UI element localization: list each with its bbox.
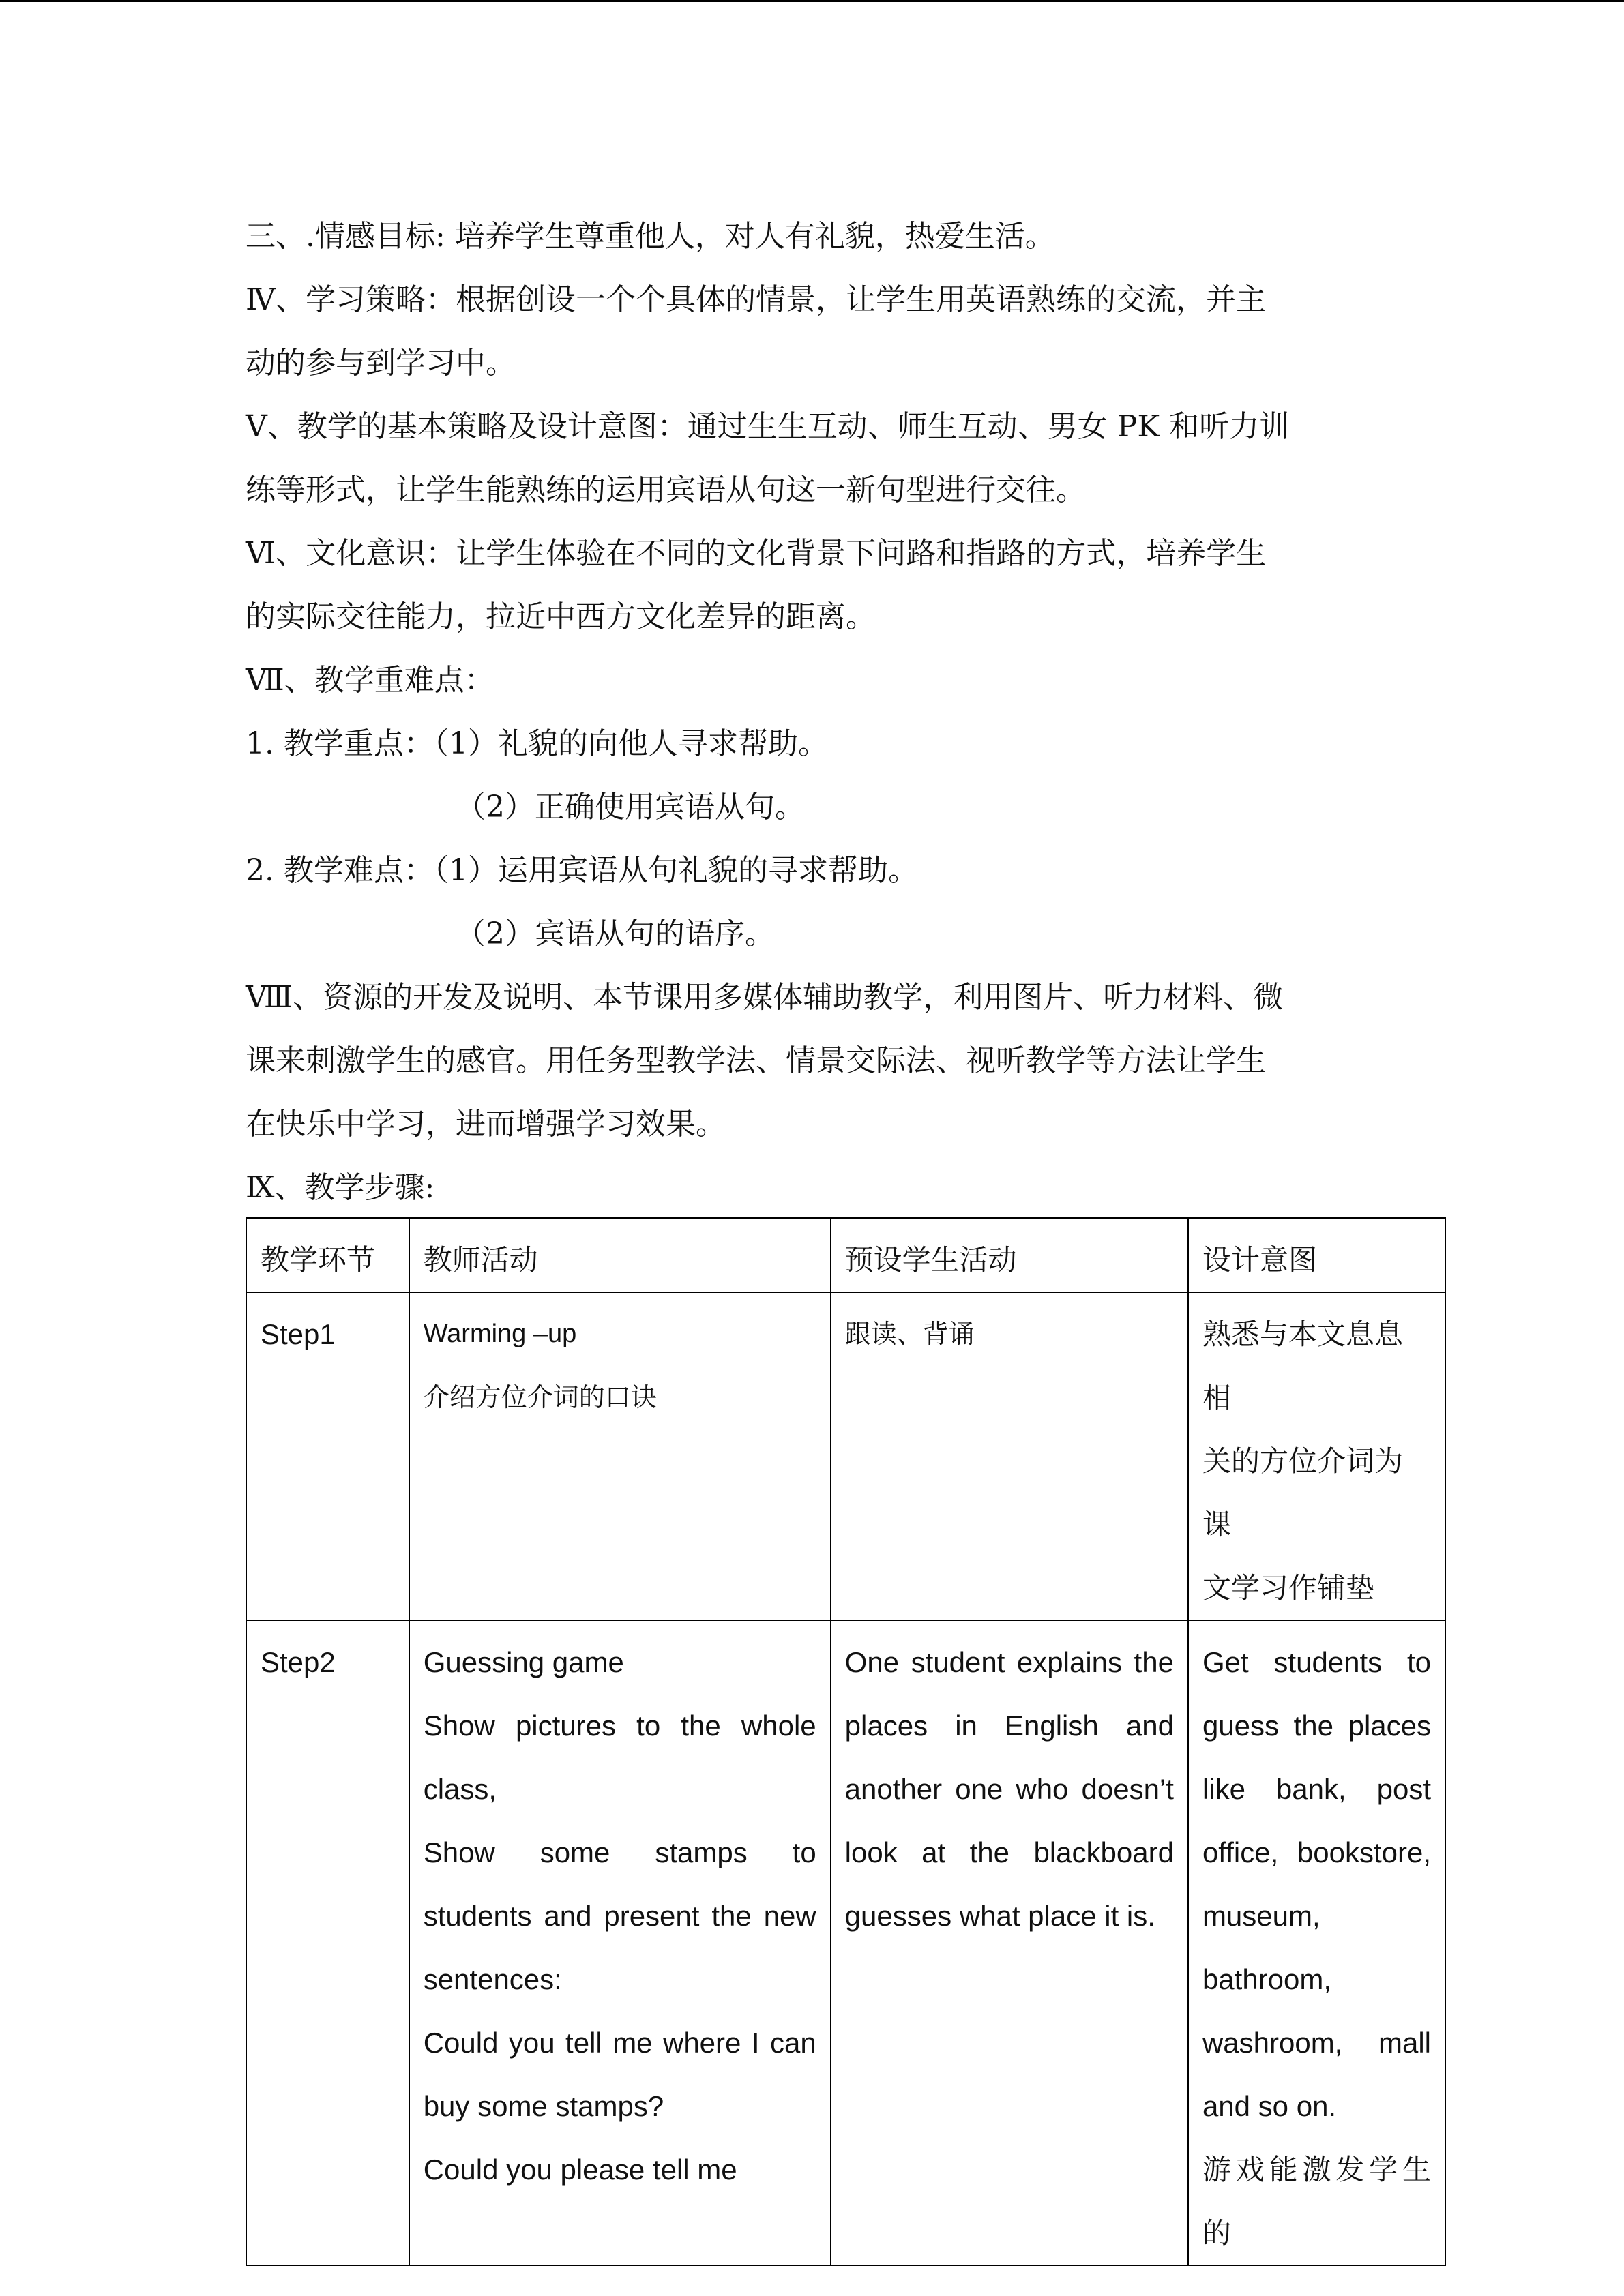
key-point-1: 1. 教学重点：（1）礼貌的向他人寻求帮助。: [246, 726, 828, 761]
paragraph-teaching-strategy: Ⅴ、教学的基本策略及设计意图：通过生生互动、师生互动、男女 PK 和听力训 练等形式，让学生能熟练的运用宾语从句这一新句型进行交往。: [246, 409, 1290, 507]
table-row: [246, 1620, 1445, 2265]
difficult-point-2: （2）宾语从句的语序。: [456, 916, 775, 951]
header-stage: 教学环节: [246, 1218, 409, 1292]
header-student-activity: 预设学生活动: [831, 1218, 1188, 1292]
difficult-point-1: 2. 教学难点：（1）运用宾语从句礼貌的寻求帮助。: [246, 853, 918, 888]
teacher-activity: Guessing game Show pictures to the whole class, Show some stamps to students and present the new sentences: Could you tell me where I can buy some stamps? Could you please tell me: [409, 1620, 831, 2265]
heading-key-difficult-points: Ⅶ、教学重难点：: [246, 663, 494, 698]
paragraph-cultural-awareness: Ⅵ、文化意识：让学生体验在不同的文化背景下问路和指路的方式，培养学生 的实际交往能力，拉近中西方文化差异的距离。: [246, 536, 1267, 634]
student-activity: 跟读、背诵: [831, 1292, 1188, 1620]
step-label: Step1: [246, 1292, 409, 1620]
header-design-intent: 设计意图: [1188, 1218, 1445, 1292]
student-activity: One student explains the places in English and another one who doesn’t look at the blackboard guesses what place it is.: [831, 1620, 1188, 2265]
paragraph-learning-strategy: Ⅳ、学习策略：根据创设一个个具体的情景，让学生用英语熟练的交流，并主 动的参与到学习中。: [246, 282, 1266, 381]
paragraph-emotional-goal: 三、.情感目标: 培养学生尊重他人，对人有礼貌，热爱生活。: [246, 219, 1055, 254]
teaching-steps-table: [246, 1217, 1446, 2266]
design-intent: 熟悉与本文息息相 关的方位介词为课 文学习作铺垫: [1188, 1292, 1445, 1620]
table-header-row: [246, 1218, 1445, 1292]
design-intent: Get students to guess the places like bank, post office, bookstore, museum, bathroom, washroom, mall and so on. 游戏能激发学生的: [1188, 1620, 1445, 2265]
page-top-border: [0, 0, 1624, 2]
key-point-2: （2）正确使用宾语从句。: [456, 790, 805, 824]
header-teacher-activity: 教师活动: [409, 1218, 831, 1292]
teacher-activity: Warming –up 介绍方位介词的口诀: [409, 1292, 831, 1620]
table-row: [246, 1292, 1445, 1620]
heading-teaching-steps: Ⅸ、教学步骤:: [246, 1170, 435, 1205]
paragraph-resources: Ⅷ、资源的开发及说明、本节课用多媒体辅助教学，利用图片、听力材料、微 课来刺激学生的感官。用任务型教学法、情景交际法、视听教学等方法让学生 在快乐中学习，进而增强学习效果。: [246, 980, 1284, 1142]
document-body: [246, 205, 1446, 1219]
step-label: Step2: [246, 1620, 409, 2265]
